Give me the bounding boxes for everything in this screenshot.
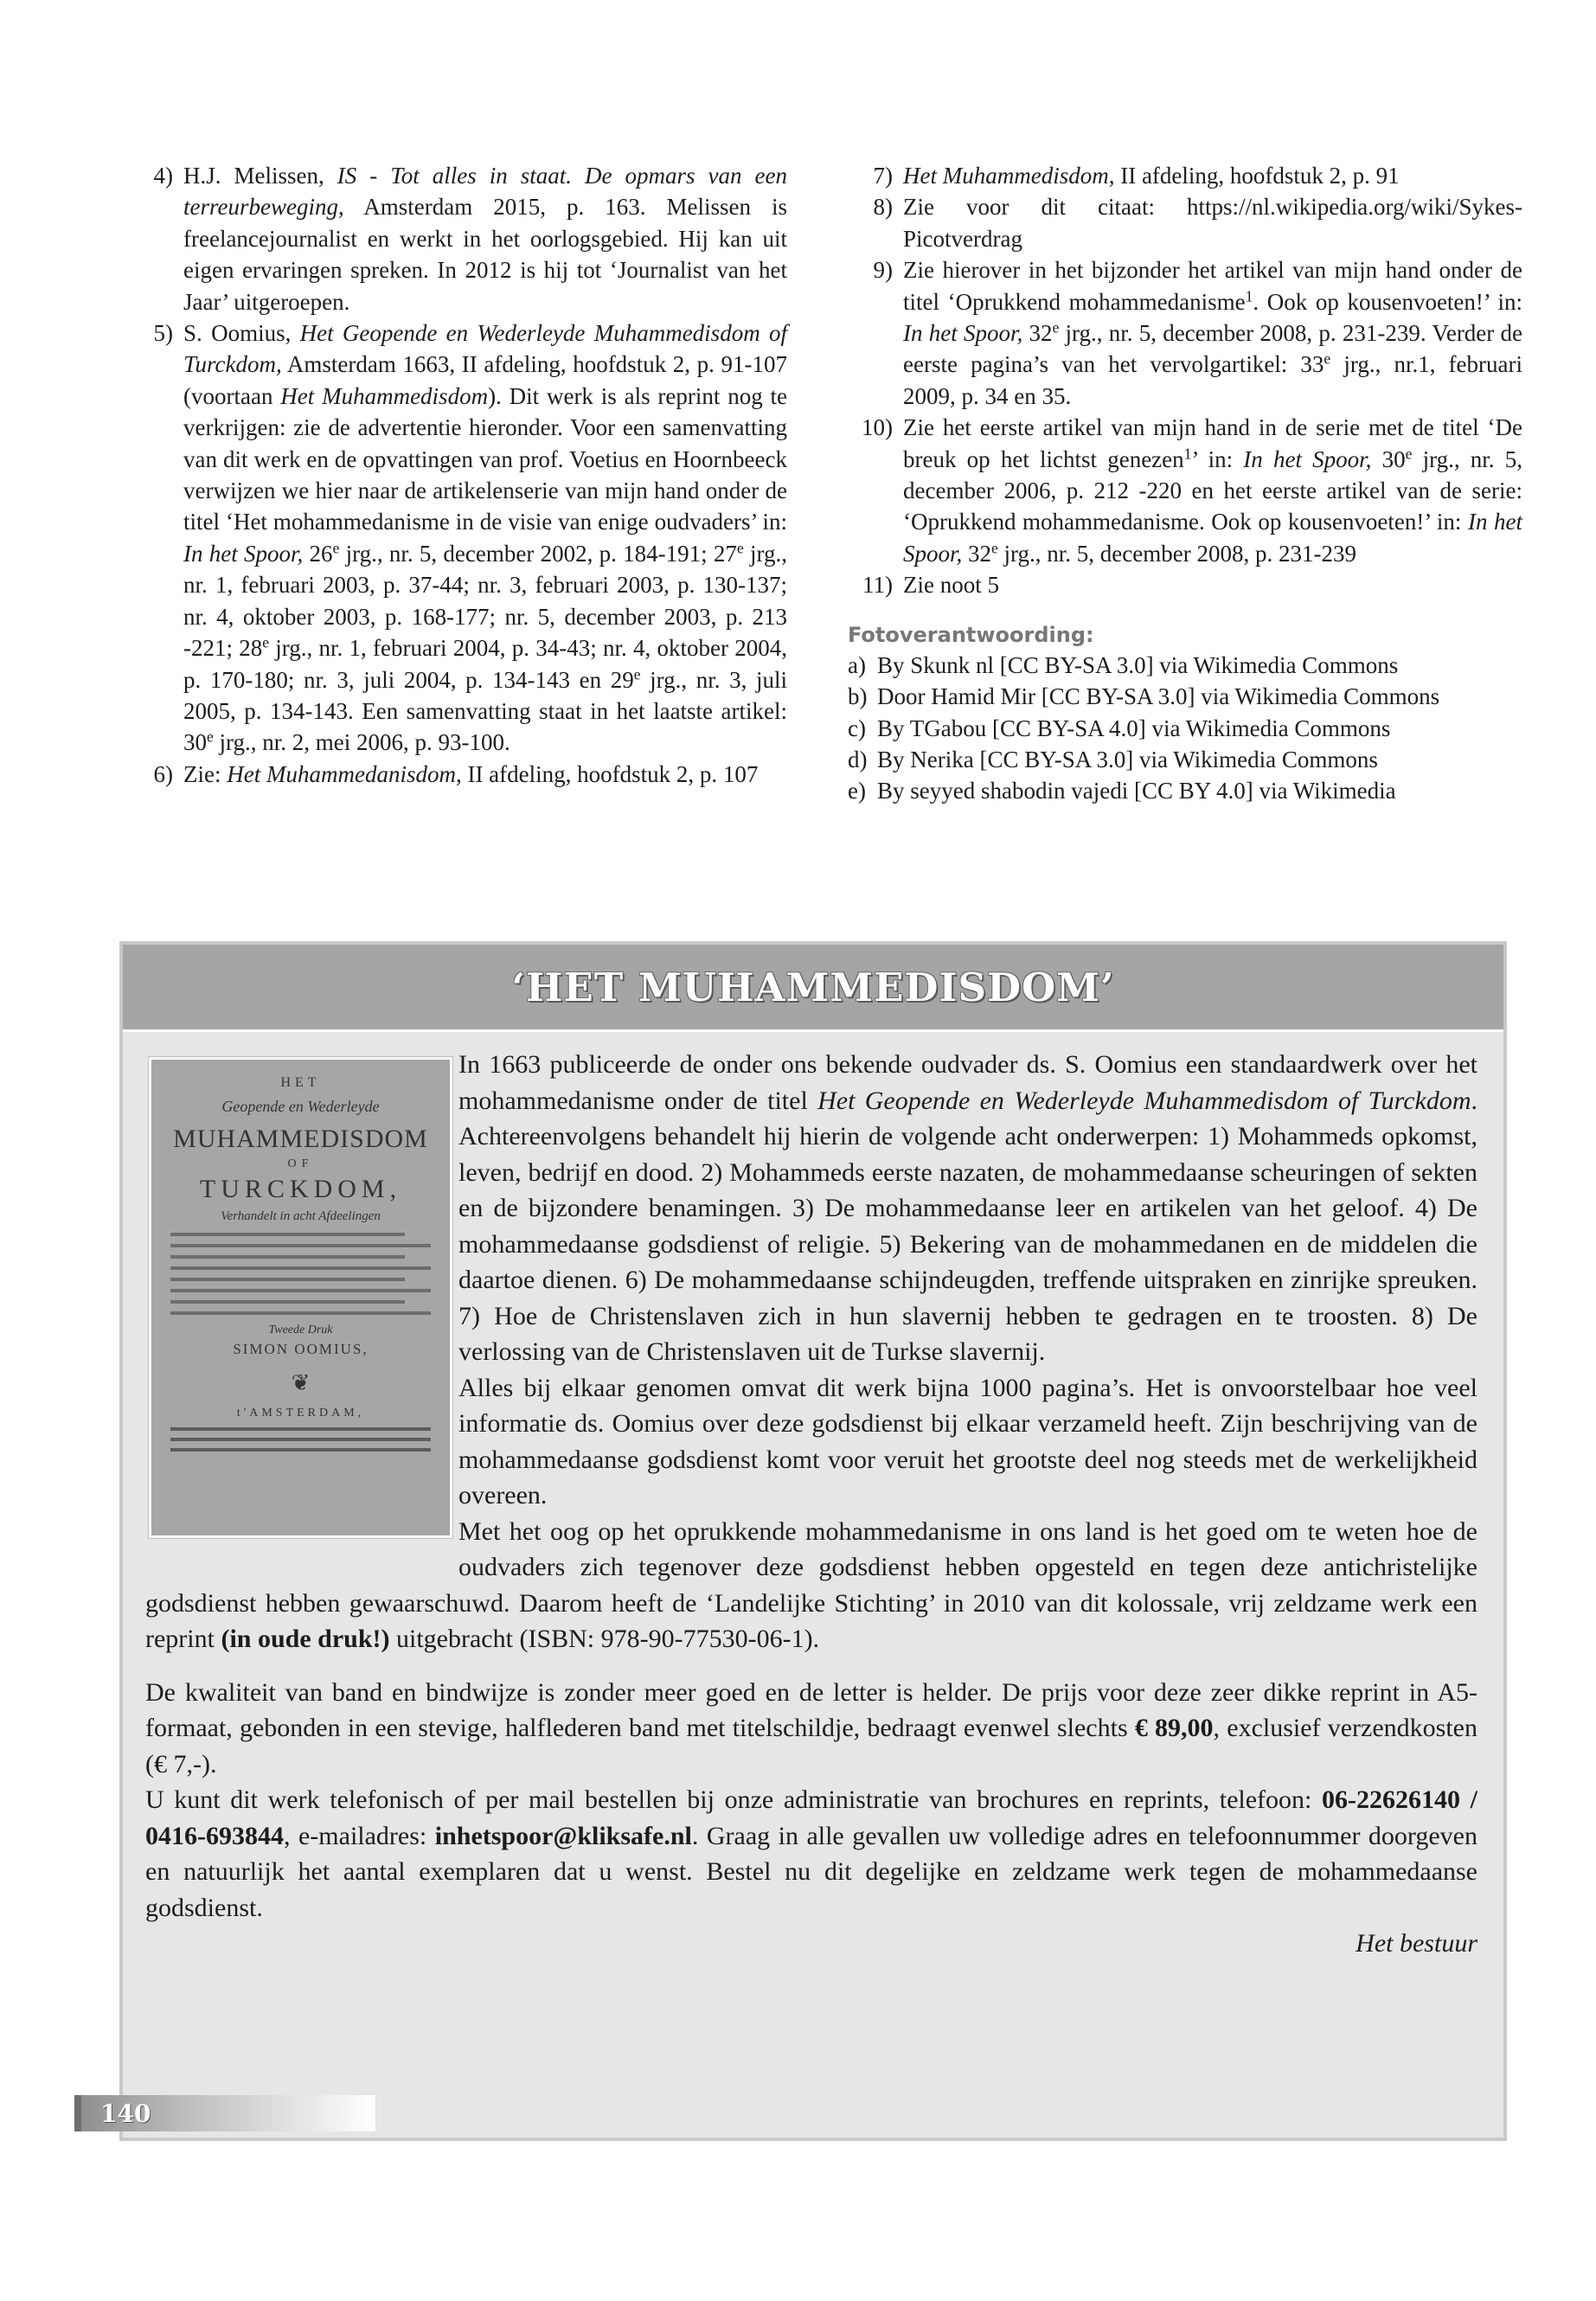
photo-credit-label: a) (848, 651, 866, 678)
footnotes-right-column (848, 160, 1522, 807)
text-segment: In het Spoor, (903, 509, 1523, 567)
text-segment: In het Spoor, (183, 540, 304, 567)
photo-credit-text: By seyyed shabodin vajedi [CC BY 4.0] via Wikimedia (877, 778, 1396, 804)
text-segment: , II afdeling, hoofdstuk 2, p. 107 (455, 760, 759, 787)
text-segment: 32 (962, 540, 992, 567)
cover-line: TURCKDOM, (199, 1175, 402, 1203)
footnote (130, 160, 787, 317)
footnote (848, 191, 1522, 254)
photo-credit-text: By Skunk nl [CC BY-SA 3.0] via Wikimedia Commons (877, 651, 1399, 678)
text-segment: H.J. Melissen, (183, 163, 337, 189)
footnote-number: 8) (873, 194, 893, 221)
text-segment: S. Oomius, (183, 320, 300, 347)
text-segment: e (262, 633, 270, 651)
photo-credit-item (848, 681, 1522, 712)
text-segment: € 89,00 (1134, 1714, 1214, 1742)
text-segment: Het Geopende en Wederleyde Muhammedisdom of Turckdom, (183, 320, 787, 378)
photo-credit-item (848, 713, 1522, 744)
photo-credit-text: Door Hamid Mir [CC BY-SA 3.0] via Wikimedia Commons (877, 683, 1440, 710)
text-segment: . Ook op kousenvoeten!’ in: (1253, 288, 1522, 315)
photo-credit-label: b) (848, 683, 868, 710)
text-segment: . Graag in alle gevallen uw volledige adres en telefoonnummer doorgeven en natuurlijk het aantal exemplaren dat u wenst. Bestel nu dit degelijke en zeldzame werk tegen de mohammedaanse godsdienst. (145, 1821, 1478, 1922)
cover-line: SIMON OOMIUS, (233, 1341, 369, 1357)
text-segment: jrg., nr. 5, december 2006, p. 212 -220 en het eerste artikel van de serie: ‘Oprukkend mohammedanisme. Ook op kousenvoeten!’ in: (903, 445, 1522, 535)
photo-credit-label: e) (848, 778, 866, 804)
text-segment: Zie noot 5 (903, 572, 999, 599)
text-segment: uitgebracht (ISBN: 978-90-77530-06-1). (389, 1625, 820, 1653)
text-segment: inhetspoor@kliksafe.nl (434, 1821, 692, 1850)
text-segment: e (332, 539, 340, 557)
text-segment: e (736, 539, 744, 557)
footnote-text (903, 412, 1522, 569)
text-segment: e (633, 664, 641, 683)
cover-ornament-icon: ❦ (291, 1370, 311, 1395)
advertisement-paragraph (145, 1675, 1477, 1783)
text-segment: Het Geopende en Wederleyde Muhammedisdom of Turckdom (817, 1086, 1471, 1115)
footnote-text (183, 317, 787, 759)
text-segment: jrg., nr. 1, februari 2003, p. 37-44; nr. 3, februari 2003, p. 130-137; nr. 4, oktober 2003, p. 168-177; nr. 5, december 2003, p. 213 -221; 28 (183, 540, 787, 662)
text-segment: IS - Tot alles in staat. De opmars van een terreurbeweging (183, 163, 788, 221)
text-segment: Het Muhammedisdom (903, 163, 1109, 189)
photo-credit-text: By TGabou [CC BY-SA 4.0] via Wikimedia Commons (877, 715, 1391, 741)
signature: Het bestuur (1356, 1929, 1477, 1958)
text-segment: In het Spoor, (903, 320, 1023, 347)
cover-line: OF (287, 1157, 314, 1170)
text-segment: jrg., nr. 3, juli 2005, p. 134-143. Een samenvatting staat in het laatste artikel: 30 (183, 666, 787, 756)
text-segment: e (207, 727, 214, 746)
photo-credit-label: c) (848, 715, 866, 741)
text-segment: e (1052, 318, 1060, 336)
photo-credit-item (848, 650, 1522, 681)
text-segment: . Achtereenvolgens behandelt hij hierin de volgende acht onderwerpen: 1) Mohammeds opkomst, leven, bedrijf en dood. 2) Mohammeds eerste nazaten, de mohammedaanse scheuringen of sekten en de bijzondere benamingen. 3) De mohammedaanse leer en artikelen van het geloof. 4) De mohammedaanse godsdienst of religie. 5) Bekering van de mohammedanen en de middelen die daartoe dienen. 6) De mohammedaanse schijndeugden, treffende uitspraken en zinrijke spreuken. 7) Hoe de Christenslaven zich in hun slavernij hebben te gedragen en te troosten. 8) De verlossing van de Christenslaven uit de Turkse slavernij. (458, 1086, 1477, 1366)
cover-line: Verhandelt in acht Afdeelingen (221, 1209, 381, 1223)
photo-credits-list (848, 650, 1522, 807)
advertisement-box (119, 941, 1507, 2141)
photo-credit-item (848, 744, 1522, 775)
photo-credit-text: By Nerika [CC BY-SA 3.0] via Wikimedia Commons (877, 746, 1378, 772)
page-number: 140 (100, 2099, 151, 2128)
text-segment: , exclusief verzendkosten (€ 7,-). (145, 1714, 1477, 1779)
text-segment: In 1663 publiceerde de onder ons bekende oudvader ds. S. Oomius een standaardwerk over het mohammedanisme onder de titel (458, 1050, 1477, 1115)
photo-credit-label: d) (848, 746, 868, 772)
text-segment: In het Spoor, (1243, 445, 1372, 472)
text-segment: 1 (1245, 286, 1253, 304)
footnote-number: 11) (862, 572, 893, 599)
cover-line: t'AMSTERDAM, (236, 1407, 365, 1420)
text-segment: (in oude druk!) (221, 1625, 390, 1653)
footnote-number: 5) (153, 320, 173, 347)
text-segment: jrg., nr. 5, december 2002, p. 184-191; 27 (339, 540, 737, 567)
footnote (130, 317, 787, 759)
text-segment: Met het oog op het oprukkende mohammedanisme in ons land is het goed om te weten hoe de oudvaders zich tegenover deze godsdienst hebben opgesteld en tegen deze antichristelijke godsdienst hebben gewaarschuwd. Daarom heeft de ‘Landelijke Stichting’ in 2010 van dit kolossale, vrij zeldzame werk een reprint (145, 1516, 1477, 1653)
footnote-text (903, 569, 1522, 600)
footnote-text (903, 254, 1522, 412)
text-segment: jrg., nr.1, februari 2009, p. 34 en 35. (903, 351, 1522, 409)
text-segment: Zie het eerste artikel van mijn hand in de serie met de titel ‘De breuk op het lichtst genezen (903, 414, 1522, 472)
cover-line: MUHAMMEDISDOM (173, 1125, 428, 1153)
footnote-text (183, 759, 787, 790)
text-segment: e (1405, 445, 1413, 463)
advertisement-header (123, 945, 1503, 1032)
advertisement-title: ‘HET MUHAMMEDISDOM’ (511, 964, 1115, 1010)
footnote-text (903, 191, 1522, 254)
footnote-number: 7) (873, 163, 893, 189)
cover-line: HET (280, 1075, 321, 1090)
text-segment: 1 (1183, 445, 1192, 463)
text-segment: , e-mailadres: (284, 1821, 435, 1850)
text-segment: De kwaliteit van band en bindwijze is zonder meer goed en de letter is helder. De prijs voor deze zeer dikke reprint in A5-formaat, gebonden in een stevige, halflederen band met titelschildje, bedraagt evenwel slechts (145, 1677, 1477, 1742)
text-segment: Amsterdam 1663, II afdeling, hoofdstuk 2, p. 91-107 (voortaan (183, 351, 787, 409)
footnote-number: 4) (153, 163, 173, 189)
text-segment: , II afdeling, hoofdstuk 2, p. 91 (1108, 163, 1400, 189)
text-segment: Het Muhammedanisdom (227, 760, 456, 787)
footnote-text (903, 160, 1522, 191)
text-segment: e (991, 539, 998, 557)
page-number-tab (74, 2095, 375, 2131)
text-segment: 06-22626140 / 0416-693844 (145, 1785, 1477, 1850)
text-segment: 26 (303, 540, 333, 567)
footnote-text (183, 160, 787, 317)
footnote (848, 569, 1522, 600)
footnote (130, 759, 787, 790)
cover-line: Tweede Druk (268, 1324, 333, 1336)
text-segment: jrg., nr. 5, december 2008, p. 231-239 (997, 540, 1356, 567)
advertisement-paragraph (145, 1782, 1477, 1926)
text-segment: jrg., nr. 5, december 2008, p. 231-239. Verder de eerste pagina’s van het vervolgartikel: 33 (903, 320, 1522, 378)
text-segment: , Amsterdam 2015, p. 163. Melissen is freelancejournalist en werkt in het oorlogsgebied. Hij kan uit eigen ervaringen spreken. In 2012 is hij tot ‘Journalist van het Jaar’ uitgeroepen. (183, 194, 787, 315)
footnotes-left-column (130, 160, 787, 790)
text-segment: Zie voor dit citaat: https://nl.wikipedia.org/wiki/Sykes-Picotverdrag (903, 194, 1522, 252)
text-segment: U kunt dit werk telefonisch of per mail bestellen bij onze administratie van brochures en reprints, telefoon: (145, 1785, 1323, 1814)
text-segment: e (1324, 349, 1331, 368)
footnote-number: 6) (153, 760, 173, 787)
text-segment: Zie: (183, 760, 228, 787)
photo-credits-heading: Fotoverantwoording: (848, 622, 1094, 647)
footnote (848, 254, 1522, 412)
advertisement-text (145, 1047, 1477, 1962)
text-segment: 30 (1371, 445, 1406, 472)
footnote-number: 10) (862, 414, 893, 441)
footnotes-right (848, 160, 1522, 601)
photo-credit-item (848, 775, 1522, 806)
cover-line: Geopende en Wederleyde (221, 1098, 380, 1115)
text-segment: jrg., nr. 1, februari 2004, p. 34-43; nr. 4, oktober 2004, p. 170-180; nr. 3, juli 2004, p. 134-143 en 29 (183, 635, 787, 693)
text-segment: Alles bij elkaar genomen omvat dit werk bijna 1000 pagina’s. Het is onvoorstelbaar hoe veel informatie ds. Oomius over deze godsdienst bij elkaar verzameld heeft. Zijn beschrijving van de mohammedaanse godsdienst komt voor veruit het grootste deel nog steeds met de werkelijkheid overeen. (458, 1373, 1477, 1509)
text-segment: ). Dit werk is als reprint nog te verkrijgen: zie de advertentie hieronder. Voor een samenvatting van dit werk en de opvattingen van prof. Voetius en Hoornbeeck verwijzen we hier naar de artikelenserie van mijn hand onder de titel ‘Het mohammedanisme in de visie van enige oudvaders’ in: (183, 382, 787, 535)
text-segment: ’ in: (1191, 445, 1244, 472)
footnote-number: 9) (873, 257, 893, 284)
text-segment: Het Muhammedisdom (280, 382, 489, 409)
footnote (848, 160, 1522, 191)
text-segment: 32 (1022, 320, 1053, 347)
footnote (848, 412, 1522, 569)
text-segment: jrg., nr. 2, mei 2006, p. 93-100. (213, 729, 510, 756)
text-segment: Zie hierover in het bijzonder het artikel van mijn hand onder de titel ‘Oprukkend mohammedanisme (903, 257, 1522, 315)
